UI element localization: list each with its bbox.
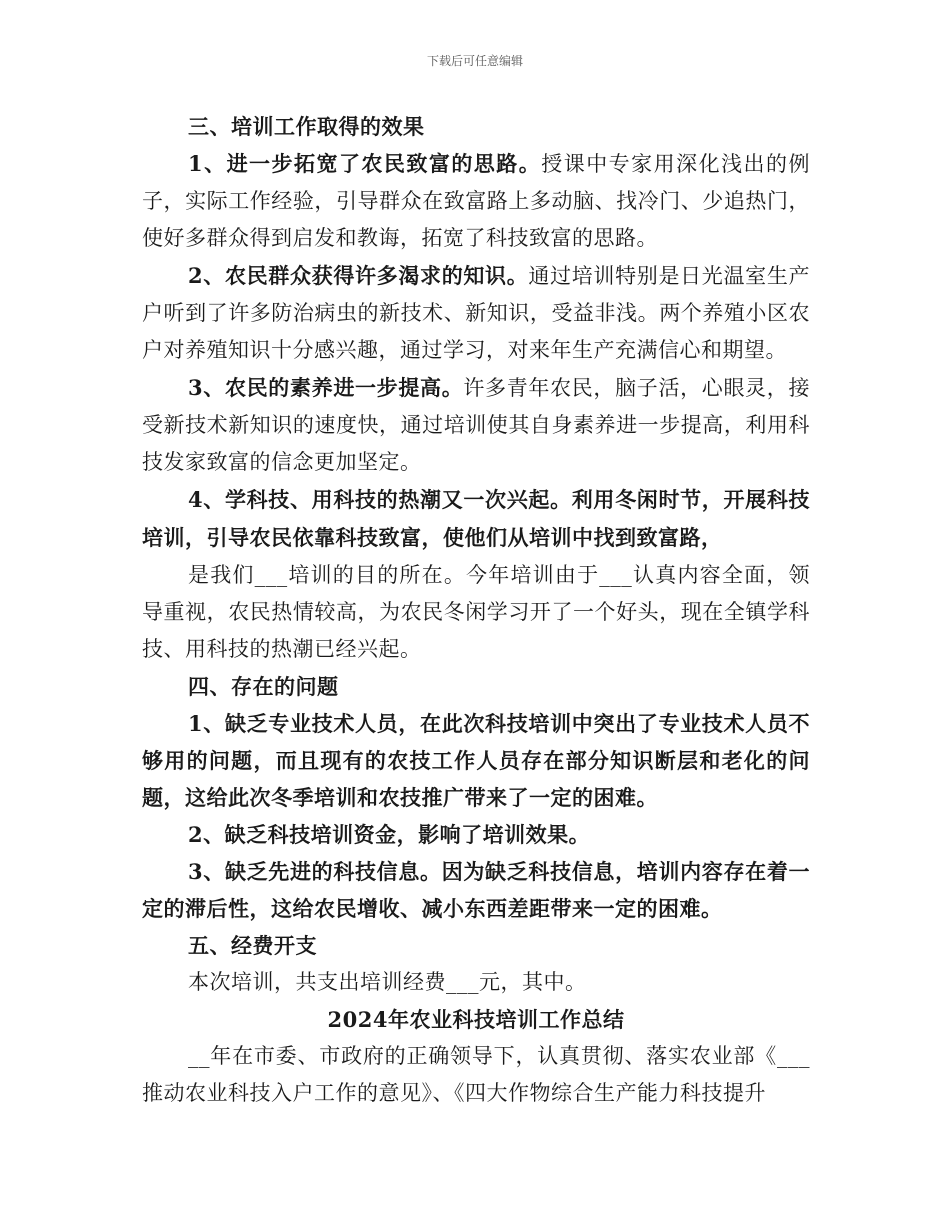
- paragraph-effect-4: [142, 481, 810, 557]
- paragraph-effect-3: [142, 369, 810, 481]
- paragraph-body: 通过培训特别是日光温室生产户听到了许多防治病虫的新技术、新知识，受益非浅。两个养殖小区农户对养殖知识十分感兴趣，通过学习，对来年生产充满信心和期望。: [142, 264, 810, 362]
- paragraph-problem-1: 1、缺乏专业技术人员，在此次科技培训中突出了专业技术人员不够用的问题，而且现有的农技工作人员存在部分知识断层和老化的问题，这给此次冬季培训和农技推广带来了一定的困难。: [142, 711, 810, 810]
- paragraph-lead: 2、农民群众获得许多渴求的知识。: [188, 263, 529, 288]
- paragraph-effect-4-continued: [142, 557, 810, 668]
- paragraph-intro: __年在市委、市政府的正确领导下，认真贯彻、落实农业部《___推动农业科技入户工作的意见》、《四大作物综合生产能力科技提升: [142, 1044, 810, 1105]
- paragraph-effect-2: [142, 257, 810, 369]
- paragraph-effect-1: [142, 145, 810, 257]
- document-title: 2024年农业科技培训工作总结: [327, 1007, 625, 1032]
- section-heading-problems: 四、存在的问题: [188, 674, 339, 699]
- section-heading-expenses: 五、经费开支: [188, 933, 317, 958]
- paragraph-body: 是我们___培训的目的所在。今年培训由于___认真内容全面，领导重视，农民热情较高，为农民冬闲学习开了一个好头，现在全镇学科技、用科技的热潮已经兴起。: [142, 563, 810, 661]
- paragraph-body: 授课中专家用深化浅出的例子，实际工作经验，引导群众在致富路上多动脑、找冷门、少追热门，使好多群众得到启发和教诲，拓宽了科技致富的思路。: [142, 152, 810, 250]
- paragraph-lead: 1、进一步拓宽了农民致富的思路。: [188, 151, 542, 176]
- paragraph-lead: 4、学科技、用科技的热潮又一次兴起。利用冬闲时节，开展科技培训，引导农民依靠科技致富，使他们从培训中找到致富路，: [142, 487, 810, 550]
- page-header: 下载后可任意编辑: [426, 54, 523, 68]
- paragraph-expenses: 本次培训，共支出培训经费___元，其中。: [188, 970, 587, 994]
- paragraph-problem-3: 3、缺乏先进的科技信息。因为缺乏科技信息，培训内容存在着一定的滞后性，这给农民增收、减小东西差距带来一定的困难。: [142, 859, 810, 921]
- paragraph-problem-2: 2、缺乏科技培训资金，影响了培训效果。: [188, 822, 591, 847]
- document-body: [142, 108, 810, 1112]
- section-heading-effects: 三、培训工作取得的效果: [188, 114, 425, 139]
- paragraph-lead: 3、农民的素养进一步提高。: [188, 375, 464, 400]
- paragraph-body: 许多青年农民，脑子活，心眼灵，接受新技术新知识的速度快，通过培训使其自身素养进一步提高，利用科技发家致富的信念更加坚定。: [142, 376, 810, 474]
